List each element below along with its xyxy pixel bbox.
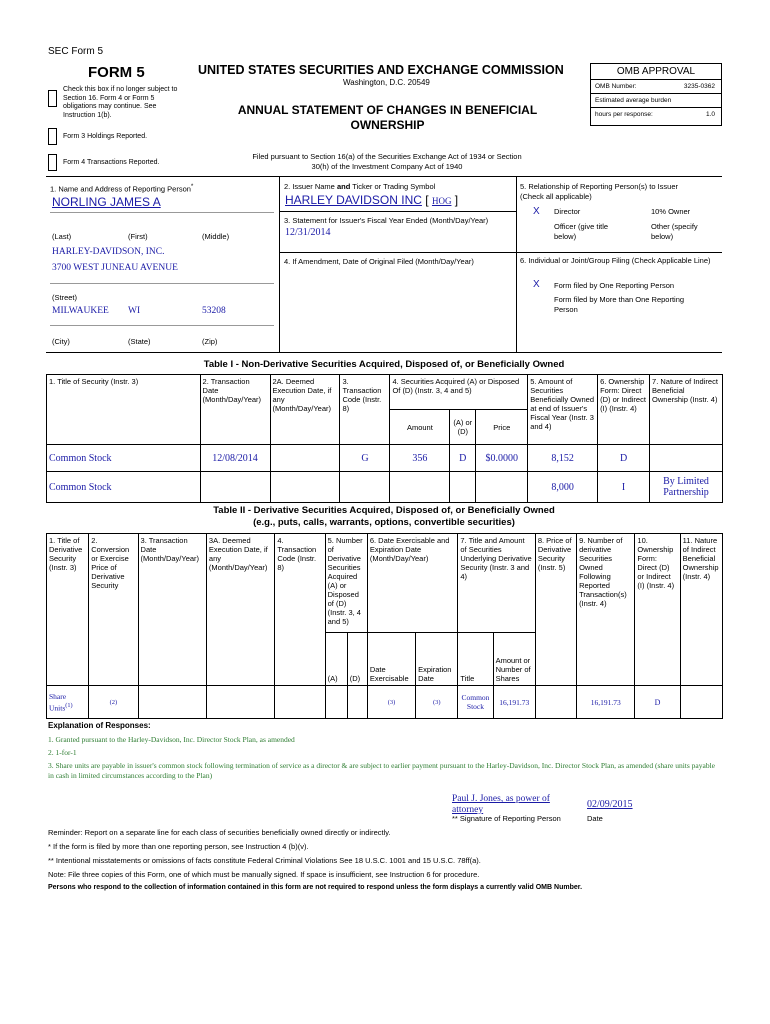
agency-location: Washington, D.C. 20549: [343, 78, 430, 87]
t2-r1-conversion: (2): [89, 686, 138, 719]
t1-r2-form: I: [598, 472, 650, 503]
t1-header-deemed: 2A. Deemed Execution Date, if any (Month/Day/Year): [270, 375, 340, 445]
t2-r1-date: [138, 686, 206, 719]
box6-label: 6. Individual or Joint/Group Filing (Check Applicable Line): [520, 256, 711, 265]
t1-r2-code: [340, 472, 390, 503]
box5-sublabel: (Check all applicable): [520, 192, 592, 201]
t2-header-underlying-title: Title: [458, 633, 493, 686]
checkbox-form4-transactions[interactable]: [48, 154, 57, 171]
t2-header-code: 4. Transaction Code (Instr. 8): [275, 534, 325, 686]
t2-header-nature: 11. Nature of Indirect Beneficial Ownership (Instr. 4): [680, 534, 722, 686]
t2-header-expiration: Expiration Date: [416, 633, 458, 686]
issuer-name-link[interactable]: HARLEY DAVIDSON INC: [285, 193, 422, 207]
filed-pursuant-text: Filed pursuant to Section 16(a) of the Securities Exchange Act of 1934 or Section 30(h) of the Investment Company Act of 1940: [252, 152, 522, 171]
table-row: [47, 445, 723, 472]
t1-header-price: Price: [476, 410, 528, 445]
zip-label: (Zip): [202, 337, 218, 346]
t1-header-ad: (A) or (D): [450, 410, 476, 445]
one-person-check-mark[interactable]: X: [533, 279, 540, 290]
zip-value: 53208: [202, 306, 226, 316]
ten-pct-owner-label: 10% Owner: [651, 207, 691, 216]
t2-header-underlying: 7. Title and Amount of Securities Underlying Derivative Security (Instr. 3 and 4): [458, 534, 535, 633]
state-value: WI: [128, 306, 141, 316]
t1-r1-title: Common Stock: [47, 445, 201, 472]
box2-label: 2. Issuer Name and Ticker or Trading Symbol: [284, 182, 436, 191]
t2-header-amount-shares: Amount or Number of Shares: [493, 633, 535, 686]
t2-r1-d: [347, 686, 367, 719]
checkbox-form4-transactions-label: Form 4 Transactions Reported.: [63, 159, 160, 166]
box5-label: 5. Relationship of Reporting Person(s) to Issuer: [520, 182, 678, 191]
t1-r1-owned: 8,152: [528, 445, 598, 472]
t1-header-amount: Amount: [390, 410, 450, 445]
t1-r1-deemed: [270, 445, 340, 472]
t2-r1-nature: [680, 686, 722, 719]
t1-r2-owned: 8,000: [528, 472, 598, 503]
officer-label: Officer (give title below): [554, 222, 609, 241]
issuer-name-row: HARLEY DAVIDSON INC [ HOG ]: [285, 193, 459, 207]
footer-note-1: * If the form is filed by more than one reporting person, see Instruction 4 (b)(v).: [48, 842, 309, 851]
table-row: [47, 472, 723, 503]
director-check-mark[interactable]: X: [533, 206, 540, 217]
omb-hours-value: 1.0: [705, 111, 715, 118]
t2-header-exercisable: 6. Date Exercisable and Expiration Date (Month/Day/Year): [367, 534, 458, 633]
t2-r1-owned: 16,191.73: [577, 686, 635, 719]
t2-header-form: 10. Ownership Form: Direct (D) or Indirect (I) (Instr. 4): [635, 534, 680, 686]
t2-header-conversion: 2. Conversion or Exercise Price of Derivative Security: [89, 534, 138, 686]
t1-r2-ad: [450, 472, 476, 503]
t2-r1-underlying-title: Common Stock: [458, 686, 493, 719]
checkbox-no-longer-subject-label: Check this box if no longer subject to Section 16. Form 4 or Form 5 obligations may continue. See Instruction 1(b).: [63, 86, 178, 119]
t1-r2-price: [476, 472, 528, 503]
signature-name[interactable]: Paul J. Jones, as power of attorney: [452, 794, 550, 815]
t2-r1-date-exercisable: (3): [367, 686, 415, 719]
agency-title: UNITED STATES SECURITIES AND EXCHANGE COMMISSION: [198, 63, 564, 77]
t1-header-date: 2. Transaction Date (Month/Day/Year): [200, 375, 270, 445]
t2-r1-form: D: [635, 686, 680, 719]
t1-r1-amount: 356: [390, 445, 450, 472]
more-person-label: Form filed by More than One Reporting Person: [554, 295, 685, 314]
t1-r1-price: $0.0000: [476, 445, 528, 472]
signature-date[interactable]: 02/09/2015: [587, 799, 633, 810]
omb-hours-label: hours per response:: [595, 111, 653, 118]
statement-title: ANNUAL STATEMENT OF CHANGES IN BENEFICIAL OWNERSHIP: [237, 103, 538, 132]
one-person-label: Form filed by One Reporting Person: [554, 281, 675, 290]
footnote-1: 1. Granted pursuant to the Harley-Davidson, Inc. Director Stock Plan, as amended: [48, 735, 295, 744]
checkbox-no-longer-subject[interactable]: [48, 90, 57, 107]
checkbox-form3-holdings[interactable]: [48, 128, 57, 145]
footer-note-3: Note: File three copies of this Form, one of which must be manually signed. If space is insufficient, see Instruction 6 for procedure.: [48, 870, 480, 879]
t2-header-owned: 9. Number of derivative Securities Owned Following Reported Transaction(s) (Instr. 4): [577, 534, 635, 686]
middle-label: (Middle): [202, 232, 230, 241]
t1-r2-nature: By Limited Partnership: [650, 472, 723, 503]
form-title: FORM 5: [88, 64, 145, 81]
t2-header-date: 3. Transaction Date (Month/Day/Year): [138, 534, 206, 686]
footnote-2: 2. 1-for-1: [48, 748, 77, 757]
checkbox-form3-holdings-label: Form 3 Holdings Reported.: [63, 133, 148, 140]
city-value: MILWAUKEE: [52, 306, 109, 316]
t1-r1-date: 12/08/2014: [200, 445, 270, 472]
omb-number-value: 3235-0362: [683, 83, 715, 90]
director-label: Director: [554, 207, 581, 216]
fiscal-year-end: 12/31/2014: [285, 227, 331, 238]
t2-header-number: 5. Number of Derivative Securities Acquired (A) or Disposed of (D) (Instr. 3, 4 and 5): [325, 534, 367, 633]
t1-r1-nature: [650, 445, 723, 472]
street-label: (Street): [52, 293, 78, 302]
address-line2: 3700 WEST JUNEAU AVENUE: [52, 263, 178, 273]
t2-header-price: 8. Price of Derivative Security (Instr. 5): [535, 534, 576, 686]
table2: [46, 533, 723, 719]
t1-r2-date: [200, 472, 270, 503]
t2-header-date-exercisable: Date Exercisable: [367, 633, 415, 686]
t2-r1-price: [535, 686, 576, 719]
explanation-title: Explanation of Responses:: [48, 721, 151, 730]
city-label: (City): [52, 337, 70, 346]
first-label: (First): [128, 232, 148, 241]
t2-header-d: (D): [347, 633, 367, 686]
state-label: (State): [128, 337, 151, 346]
t2-header-a: (A): [325, 633, 347, 686]
footer-note-2: ** Intentional misstatements or omissions of facts constitute Federal Criminal Violations See 18 U.S.C. 1001 and 15 U.S.C. 78ff(a).: [48, 856, 481, 865]
t1-r1-ad: D: [450, 445, 476, 472]
t2-r1-expiration: (3): [416, 686, 458, 719]
t1-header-code: 3. Transaction Code (Instr. 8): [340, 375, 390, 445]
t1-header-title: 1. Title of Security (Instr. 3): [47, 375, 201, 445]
footnote-3: 3. Share units are payable in issuer's common stock following termination of service as a director & are subject to earlier payment pursuant to the Harley-Davidson, Inc. Director Stock Plan, as amended (share units payable in cash in limited circumstances according to the Plan): [48, 761, 715, 780]
box3-label: 3. Statement for Issuer's Fiscal Year Ended (Month/Day/Year): [284, 216, 489, 225]
table2-title: Table II - Derivative Securities Acquired, Disposed of, or Beneficially Owned (e.g., puts, calls, warrants, options, convertible securities): [213, 505, 555, 528]
table1: [46, 374, 723, 503]
date-label: Date: [587, 814, 603, 823]
omb-approval-title: OMB APPROVAL: [591, 64, 721, 80]
reporting-person-name[interactable]: NORLING JAMES A: [52, 195, 161, 209]
t1-r2-deemed: [270, 472, 340, 503]
t1-r2-title: Common Stock: [47, 472, 201, 503]
box4-label: 4. If Amendment, Date of Original Filed (Month/Day/Year): [284, 257, 474, 266]
t1-header-form: 6. Ownership Form: Direct (D) or Indirect (I) (Instr. 4): [598, 375, 650, 445]
footer-omb-note: Persons who respond to the collection of information contained in this form are not required to respond unless the form displays a currently valid OMB Number.: [48, 884, 583, 891]
table-row: [47, 686, 723, 719]
t2-r1-underlying-amount: 16,191.73: [493, 686, 535, 719]
t1-header-securities: 4. Securities Acquired (A) or Disposed Of (D) (Instr. 3, 4 and 5): [390, 375, 528, 410]
sec-form-label: SEC Form 5: [48, 46, 104, 57]
table1-title: Table I - Non-Derivative Securities Acquired, Disposed of, or Beneficially Owned: [203, 359, 565, 370]
omb-burden-label: Estimated average burden: [591, 94, 721, 108]
t2-header-title: 1. Title of Derivative Security (Instr. 3): [47, 534, 89, 686]
omb-approval-box: [590, 63, 722, 126]
t1-r2-amount: [390, 472, 450, 503]
t2-r1-a: [325, 686, 347, 719]
t2-header-deemed: 3A. Deemed Execution Date, if any (Month/Day/Year): [206, 534, 274, 686]
t1-header-nature: 7. Nature of Indirect Beneficial Ownership (Instr. 4): [650, 375, 723, 445]
t1-r1-code: G: [340, 445, 390, 472]
t1-r1-form: D: [598, 445, 650, 472]
t2-r1-code: [275, 686, 325, 719]
t2-r1-title: Share Units$^{(1)}$: [47, 686, 89, 719]
box1-label: 1. Name and Address of Reporting Person*: [50, 183, 194, 194]
address-line1: HARLEY-DAVIDSON, INC.: [52, 247, 165, 257]
last-label: (Last): [52, 232, 72, 241]
other-label: Other (specify below): [651, 222, 698, 241]
footer-reminder: Reminder: Report on a separate line for each class of securities beneficially owned directly or indirectly.: [48, 828, 391, 837]
omb-number-label: OMB Number:: [595, 83, 637, 90]
ticker-link[interactable]: HOG: [431, 196, 452, 206]
signature-label: ** Signature of Reporting Person: [452, 814, 561, 823]
t2-r1-deemed: [206, 686, 274, 719]
t1-header-owned: 5. Amount of Securities Beneficially Owned at end of Issuer's Fiscal Year (Instr. 3 and 4): [528, 375, 598, 445]
